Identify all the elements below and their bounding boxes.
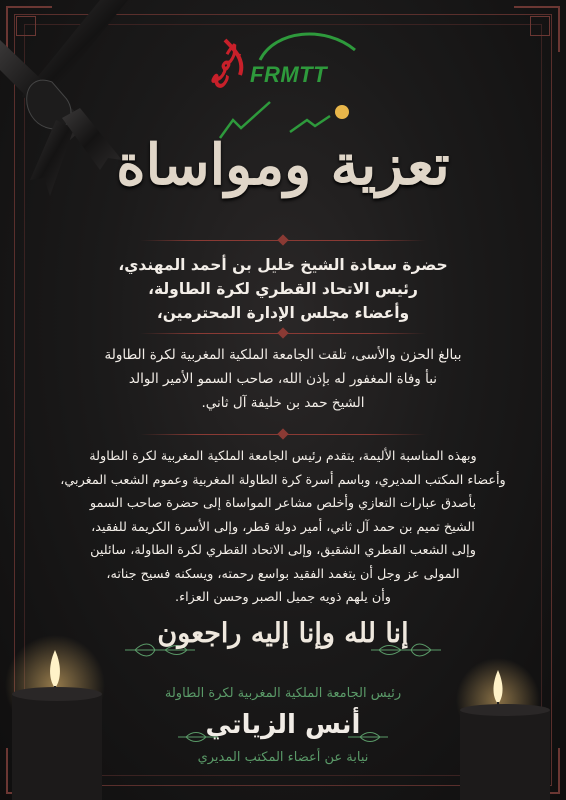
paragraph-line: المولى عز وجل أن يتغمد الفقيد بواسع رحمته، ويسكنه فسيح جناته، [106,566,460,582]
paragraph-line: وإلى الشعب القطري الشقيق، وإلى الاتحاد القطري لكرة الطاولة، سائلين [90,543,476,558]
floral-ornament-icon [371,642,441,658]
divider [140,333,426,334]
signatory-role: رئيس الجامعة الملكية المغربية لكرة الطاولة [164,686,402,701]
paragraph-line: ببالغ الحزن والأسى، تلقت الجامعة الملكية المغربية لكرة الطاولة [104,347,462,363]
paragraph-condolence [52,445,514,610]
paragraph-line: الشيخ تميم بن حمد آل ثاني، أمير دولة قطر، وإلى الأسرة الكريمة للفقيد، [91,519,475,535]
paragraph-line: بأصدق عبارات التعازي وأخلص مشاعر المواساة إلى حضرة صاحب السمو [89,496,477,511]
page-title: تعزية ومواساة [116,132,450,198]
candle-left-icon [0,630,110,800]
paragraph-line: الشيخ حمد بن خليفة آل ثاني. [201,395,365,411]
candle-right-icon [460,660,566,800]
paragraph-line: وأعضاء المكتب المديري، وباسم أسرة كرة الطاولة المغربية وعموم الشعب المغربي، [60,472,506,488]
floral-ornament-icon [348,730,388,744]
divider [140,240,426,241]
address-line: حضرة سعادة الشيخ خليل بن أحمد المهندي، [118,256,448,274]
signatory-name: أنس الزياتي [205,710,361,740]
paragraph-announcement [60,343,506,415]
paragraph-line: وأن يلهم ذويه جميل الصبر وحسن العزاء. [175,590,391,605]
divider [140,434,426,435]
address-line: وأعضاء مجلس الإدارة المحترمين، [156,304,410,322]
logo-text: FRMTT [250,62,328,87]
paragraph-line: وبهذه المناسبة الأليمة، يتقدم رئيس الجامعة الملكية المغربية لكرة الطاولة [89,449,477,464]
address-block [60,253,506,325]
quran-verse: إنا لله وإنا إليه راجعون [157,618,409,649]
address-line: رئيس الاتحاد القطري لكرة الطاولة، [148,280,418,298]
corner-ornament [514,6,560,52]
logo-arabic-text: جمع [197,34,247,92]
paragraph-line: نبأ وفاة المغفور له بإذن الله، صاحب السمو الأمير الوالد [128,371,438,387]
signatory-subtitle: نيابة عن أعضاء المكتب المديري [197,750,369,765]
